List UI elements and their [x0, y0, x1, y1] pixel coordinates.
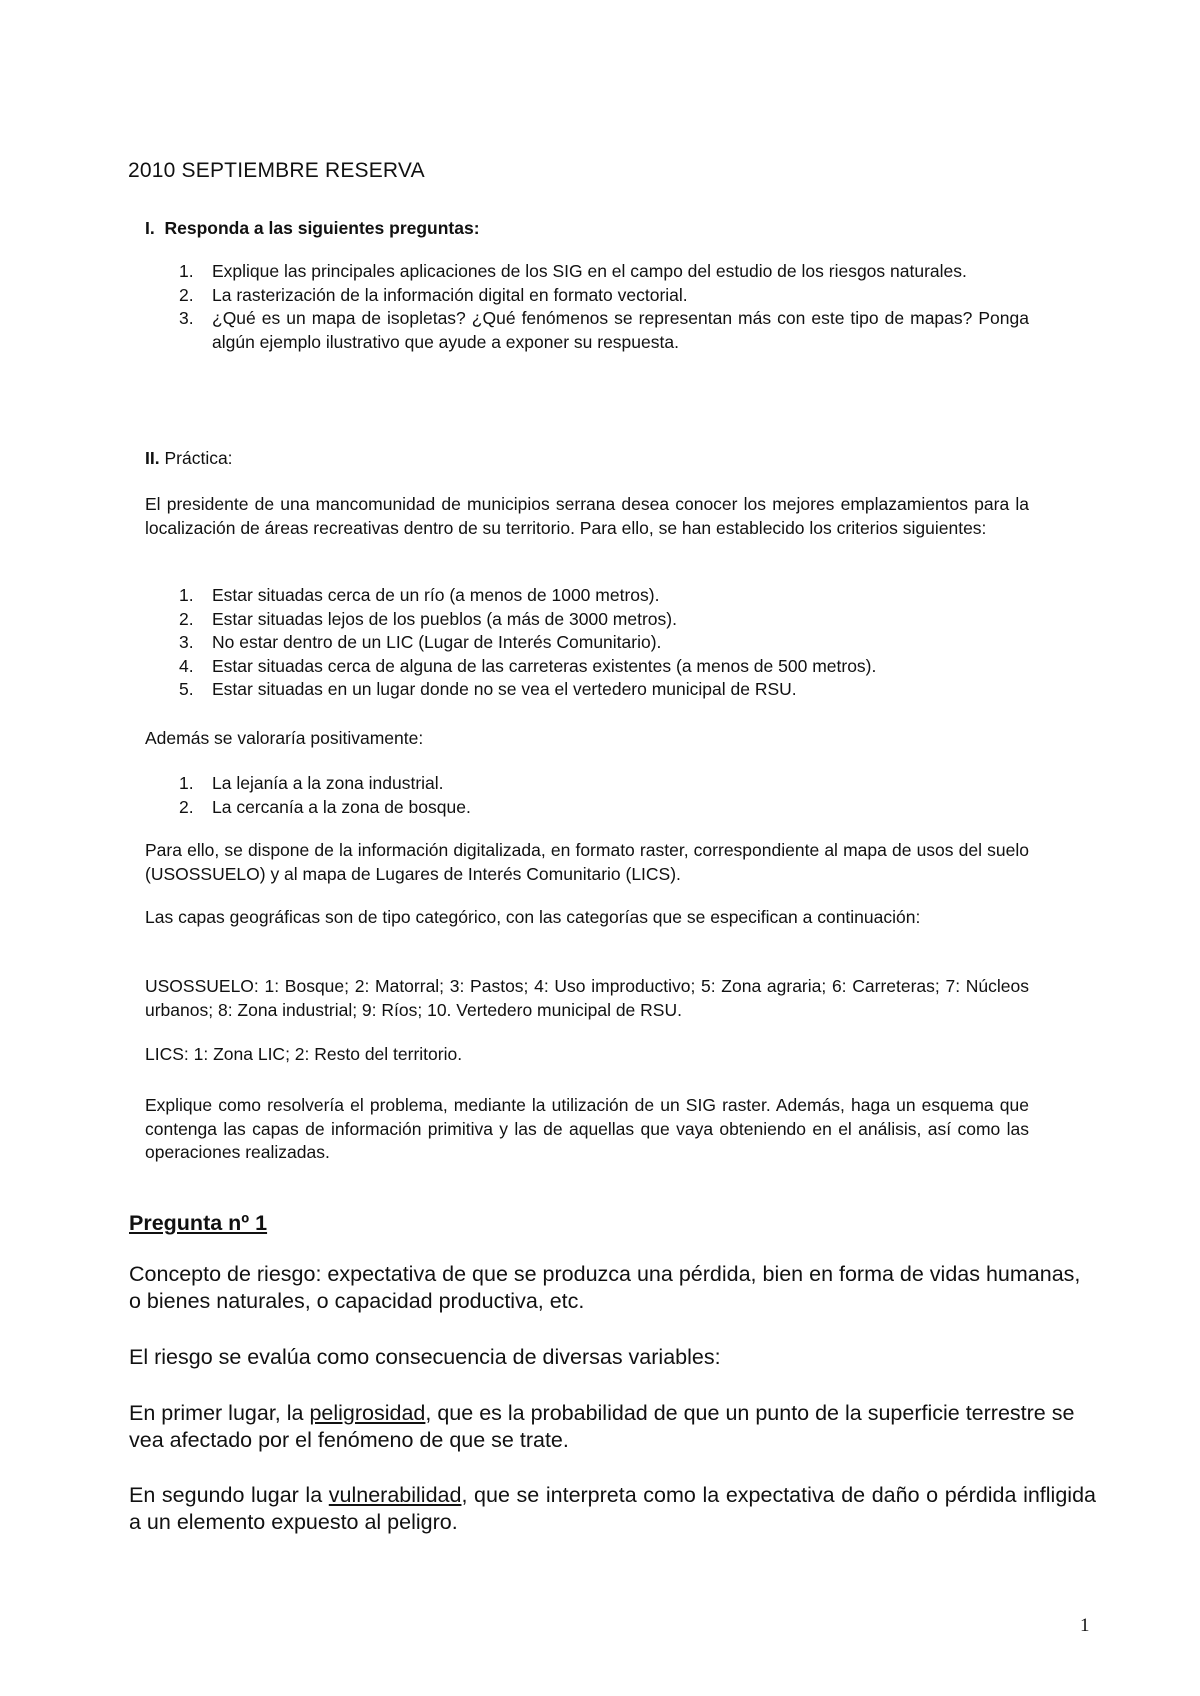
list-item: [145, 631, 1029, 655]
exam-title: 2010 SEPTIEMBRE RESERVA: [128, 159, 425, 182]
list-item-number: 1.: [179, 773, 194, 793]
criteria-list: [145, 584, 1029, 702]
answer-paragraph-2: El riesgo se evalúa como consecuencia de diversas variables:: [129, 1345, 721, 1369]
answer-text: En segundo lugar la: [129, 1483, 329, 1507]
answer-text: En primer lugar, la: [129, 1401, 310, 1425]
layers-paragraph: Las capas geográficas son de tipo categórico, con las categorías que se especifican a continuación:: [145, 907, 921, 927]
list-item-text: Explique las principales aplicaciones de los SIG en el campo del estudio de los riesgos naturales.: [212, 261, 967, 281]
practice-intro: El presidente de una mancomunidad de municipios serrana desea conocer los mejores emplazamientos para la localización de áreas recreativas dentro de su territorio. Para ello, se han establecido los criterios siguientes:: [145, 494, 1029, 538]
list-item-number: 1.: [179, 585, 194, 605]
list-item: [145, 260, 1029, 284]
list-item: [145, 608, 1029, 632]
section-1-heading: [145, 217, 1029, 240]
section-2-heading: [145, 447, 1029, 470]
section-1-number: I.: [145, 218, 155, 238]
list-item: [145, 772, 1029, 796]
list-item-text: Estar situadas en un lugar donde no se vea el vertedero municipal de RSU.: [212, 679, 797, 699]
list-item-text: Estar situadas lejos de los pueblos (a más de 3000 metros).: [212, 608, 677, 629]
list-item-text: Estar situadas cerca de alguna de las carreteras existentes (a menos de 500 metros).: [212, 655, 877, 676]
answer-paragraph-4: [129, 1482, 1096, 1536]
list-item-text: La rasterización de la información digital en formato vectorial.: [212, 284, 688, 305]
task-paragraph: Explique como resolvería el problema, mediante la utilización de un SIG raster. Además, haga un esquema que contenga las capas de información primitiva y las de aquellas que vaya obteniendo en el análisis, así como las operaciones realizadas.: [145, 1095, 1029, 1162]
answer-paragraph-3: [129, 1400, 1096, 1454]
section-2-title: Práctica:: [164, 448, 233, 468]
list-item-text: La cercanía a la zona de bosque.: [212, 796, 471, 817]
list-item-number: 2.: [179, 284, 194, 305]
lics-paragraph: LICS: 1: Zona LIC; 2: Resto del territorio.: [145, 1044, 463, 1064]
list-item-number: 1.: [179, 261, 194, 281]
list-item-number: 3.: [179, 308, 194, 328]
list-item-text: ¿Qué es un mapa de isopletas? ¿Qué fenómenos se representan más con este tipo de mapas? Ponga algún ejemplo ilustrativo que ayude a exponer su respuesta.: [212, 308, 1029, 352]
answer-heading: Pregunta nº 1: [129, 1211, 268, 1235]
list-item: [145, 307, 1029, 354]
list-item: [145, 584, 1029, 608]
list-item: [145, 284, 1029, 308]
list-item: [145, 796, 1029, 820]
list-item-text: Estar situadas cerca de un río (a menos de 1000 metros).: [212, 585, 660, 605]
list-item-number: 5.: [179, 679, 194, 699]
term-vulnerabilidad: vulnerabilidad: [328, 1483, 462, 1507]
positive-list: [145, 772, 1029, 819]
section-1-questions: [145, 260, 1029, 354]
list-item-text: La lejanía a la zona industrial.: [212, 773, 444, 793]
answer-text: , que se interpreta como la expectativa de daño o pérdida infligida a un elemento expuesto al peligro.: [129, 1483, 1096, 1534]
list-item-number: 4.: [179, 655, 194, 676]
section-1-title: Responda a las siguientes preguntas:: [164, 218, 480, 238]
answer-text: , que es la probabilidad de que un punto de la superficie terrestre se vea afectado por el fenómeno de que se trate.: [129, 1401, 1075, 1452]
list-item: [145, 678, 1029, 702]
list-item-number: 3.: [179, 632, 194, 652]
positive-intro: Además se valoraría positivamente:: [145, 728, 424, 748]
page-number: 1: [1080, 1615, 1090, 1636]
list-item-text: No estar dentro de un LIC (Lugar de Interés Comunitario).: [212, 632, 662, 652]
list-item-number: 2.: [179, 608, 194, 629]
usossuelo-paragraph: USOSSUELO: 1: Bosque; 2: Matorral; 3: Pastos; 4: Uso improductivo; 5: Zona agraria; 6: Carreteras; 7: Núcleos urbanos; 8: Zona industrial; 9: Ríos; 10. Vertedero municipal de RSU.: [145, 976, 1029, 1020]
info-paragraph: Para ello, se dispone de la información digitalizada, en formato raster, correspondiente al mapa de usos del suelo (USOSSUELO) y al mapa de Lugares de Interés Comunitario (LICS).: [145, 840, 1029, 884]
term-peligrosidad: peligrosidad: [309, 1401, 426, 1425]
list-item: [145, 655, 1029, 679]
list-item-number: 2.: [179, 796, 194, 817]
answer-paragraph-1: Concepto de riesgo: expectativa de que se produzca una pérdida, bien en forma de vidas humanas, o bienes naturales, o capacidad productiva, etc.: [129, 1262, 1081, 1313]
section-2-number: II.: [145, 448, 160, 468]
